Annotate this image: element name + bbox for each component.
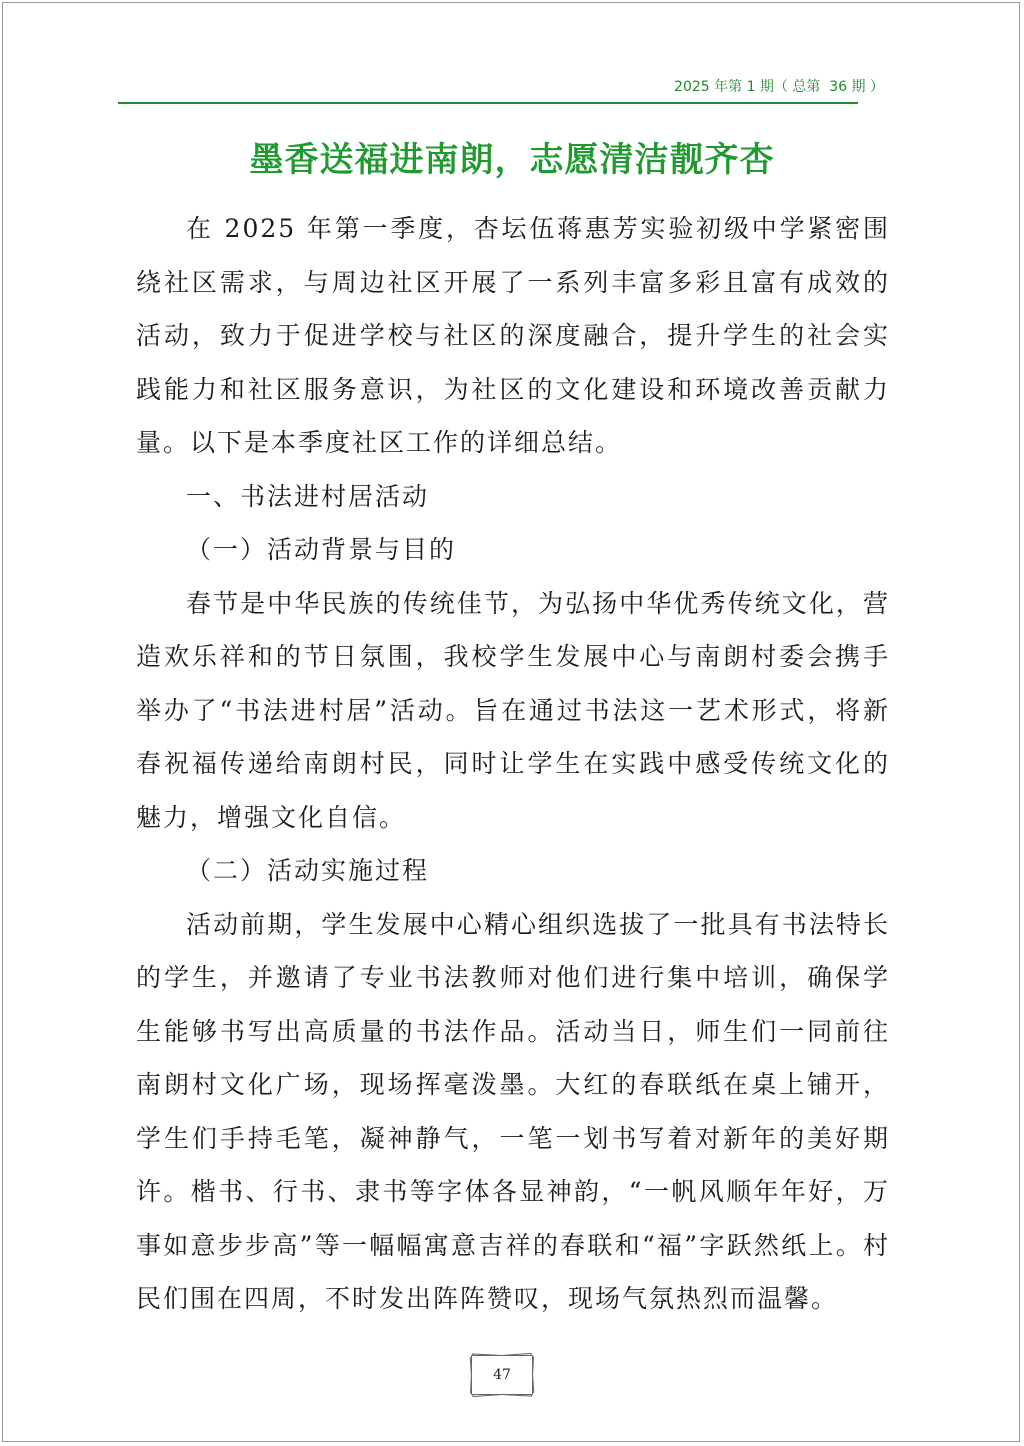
process-paragraph: 活动前期，学生发展中心精心组织选拔了一批具有书法特长的学生，并邀请了专业书法教师对他们进行集中培训，确保学生能够书写出高质量的书法作品。活动当日，师生们一同前往南朗村文化广场，现场挥毫泼墨。大红的春联纸在桌上铺开，学生们手持毛笔，凝神静气，一笔一划书写着对新年的美好期许。楷书、行书、隶书等字体各显神韵，“一帆风顺年年好，万事如意步步高”等一幅幅寓意吉祥的春联和“福”字跃然纸上。村民们围在四周，不时发出阵阵赞叹，现场气氛热烈而温馨。 (136, 909, 890, 1313)
article-title: 墨香送福进南朗，志愿清洁靓齐杏 (249, 140, 775, 180)
subsection-heading: （二）活动实施过程 (186, 856, 430, 885)
page-number-box (471, 1355, 533, 1395)
intro-paragraph: 在 2025 年第一季度，杏坛伍蒋惠芳实验初级中学紧密围绕社区需求，与周边社区开展了一系列丰富多彩且富有成效的活动，致力于促进学校与社区的深度融合，提升学生的社会实践能力和社区服务意识，为社区的文化建设和环境改善贡献力量。以下是本季度社区工作的详细总结。 (136, 214, 890, 457)
issue-label: 2025 年第 1 期（ 总第 36 期 ） (674, 79, 884, 95)
article-body (136, 202, 890, 1326)
section-heading: 一、书法进村居活动 (186, 481, 430, 511)
page-number: 47 (471, 1355, 533, 1395)
header-rule (118, 102, 858, 104)
subsection-heading: （一）活动背景与目的 (186, 535, 457, 564)
background-paragraph: 春节是中华民族的传统佳节，为弘扬中华优秀传统文化，营造欢乐祥和的节日氛围，我校学生发展中心与南朗村委会携手举办了“书法进村居”活动。旨在通过书法这一艺术形式，将新春祝福传递给南朗村民，同时让学生在实践中感受传统文化的魅力，增强文化自信。 (136, 588, 890, 832)
